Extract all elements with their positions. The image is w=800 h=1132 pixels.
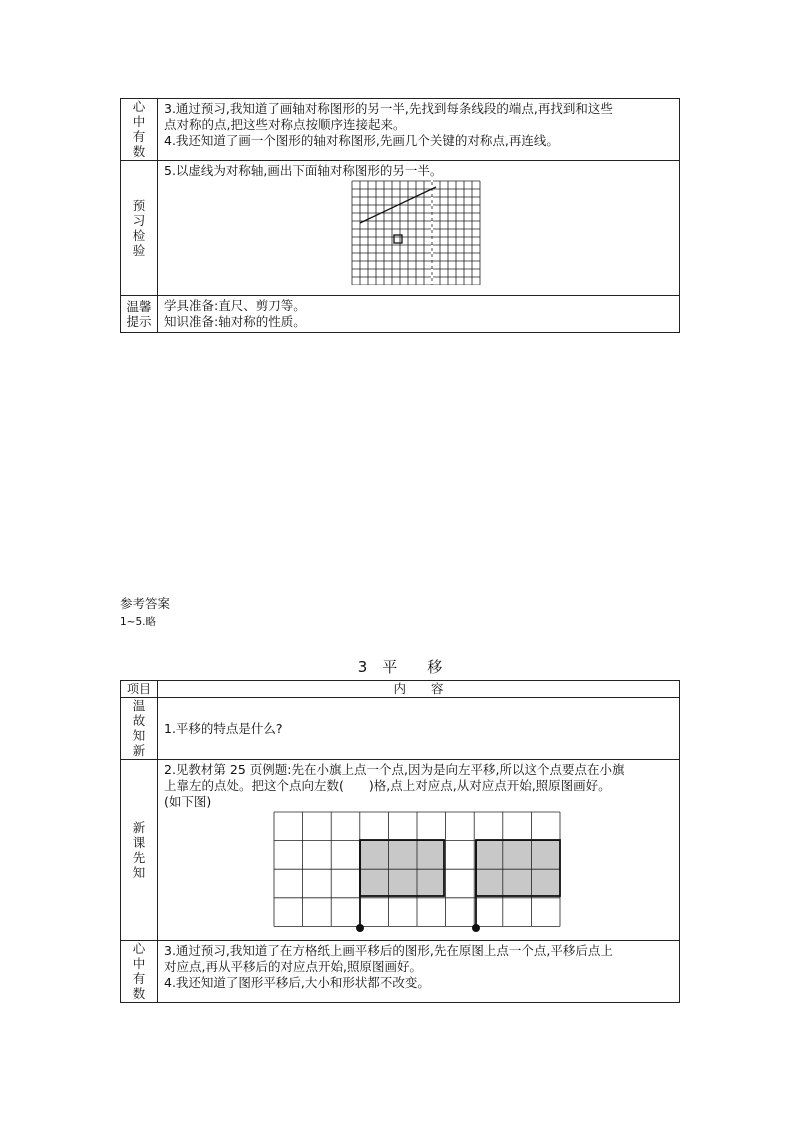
text-line: 上靠左的点处。把这个点向左数( )格,点上对应点,从对应点开始,照原图画好。 <box>164 778 611 793</box>
translated-point <box>472 924 480 932</box>
row-label <box>121 941 158 1003</box>
text-line: 4.我还知道了图形平移后,大小和形状都不改变。 <box>164 975 430 990</box>
row-content <box>158 296 680 333</box>
text-line: 1.平移的特点是什么? <box>164 720 283 736</box>
symmetry-grid <box>350 179 482 285</box>
row-content <box>158 161 680 296</box>
row-label <box>121 760 158 941</box>
text-line: 4.我还知道了画一个图形的轴对称图形,先画几个关键的对称点,再连线。 <box>164 133 559 148</box>
section-title: 3 平 移 <box>357 658 443 676</box>
row-label-text: 新课先知 <box>132 819 146 880</box>
row-label <box>121 698 158 760</box>
text-line: 对应点,再从平移后的对应点开始,照原图画好。 <box>164 959 422 974</box>
table-header-row <box>121 681 680 698</box>
text-line: 点对称的点,把这些对称点按顺序连接起来。 <box>164 117 406 132</box>
text-line: 2.见教材第 25 页例题:先在小旗上点一个点,因为是向左平移,所以这个点要点在小旗 <box>164 762 625 777</box>
row-label-text: 温故知新 <box>132 698 146 758</box>
figure-small-square <box>394 235 402 243</box>
row-label-text: 心中有数 <box>132 941 146 1001</box>
table-row <box>121 99 680 161</box>
answer-body: 1~5.略 <box>120 616 156 628</box>
row-label <box>121 296 158 333</box>
answer-heading: 参考答案 <box>120 596 171 611</box>
original-flag-shape <box>360 840 444 896</box>
text-line: (如下图) <box>164 794 212 809</box>
table-row <box>121 941 680 1003</box>
text-line: 学具准备:直尺、剪刀等。 <box>164 298 306 313</box>
row-label-text: 心中有数 <box>132 99 146 159</box>
text-line: 知识准备:轴对称的性质。 <box>164 314 306 329</box>
row-label <box>121 161 158 296</box>
table-row <box>121 698 680 760</box>
text-line: 3.通过预习,我知道了在方格纸上画平移后的图形,先在原图上点一个点,平移后点上 <box>164 943 613 958</box>
table-translation <box>120 680 680 1003</box>
row-label-text: 温馨提示 <box>126 298 152 329</box>
symmetry-grid-figure <box>158 179 679 295</box>
row-content <box>158 698 680 760</box>
original-point <box>356 924 364 932</box>
text-line: 3.通过预习,我知道了画轴对称图形的另一半,先找到每条线段的端点,再找到和这些 <box>164 101 613 116</box>
row-content <box>158 941 680 1003</box>
row-content <box>158 99 680 161</box>
header-item: 项目 <box>121 681 158 698</box>
translated-flag-shape <box>476 840 560 896</box>
translation-figure <box>158 810 679 940</box>
translation-grid <box>272 810 568 934</box>
text-line: 5.以虚线为对称轴,画出下面轴对称图形的另一半。 <box>164 163 443 178</box>
table-row <box>121 296 680 333</box>
row-content <box>158 760 680 941</box>
table-axis-symmetry <box>120 98 680 333</box>
table-row <box>121 760 680 941</box>
header-content: 内 容 <box>158 681 680 698</box>
row-label <box>121 99 158 161</box>
row-label-text: 预习检验 <box>132 197 146 258</box>
table-row <box>121 161 680 296</box>
